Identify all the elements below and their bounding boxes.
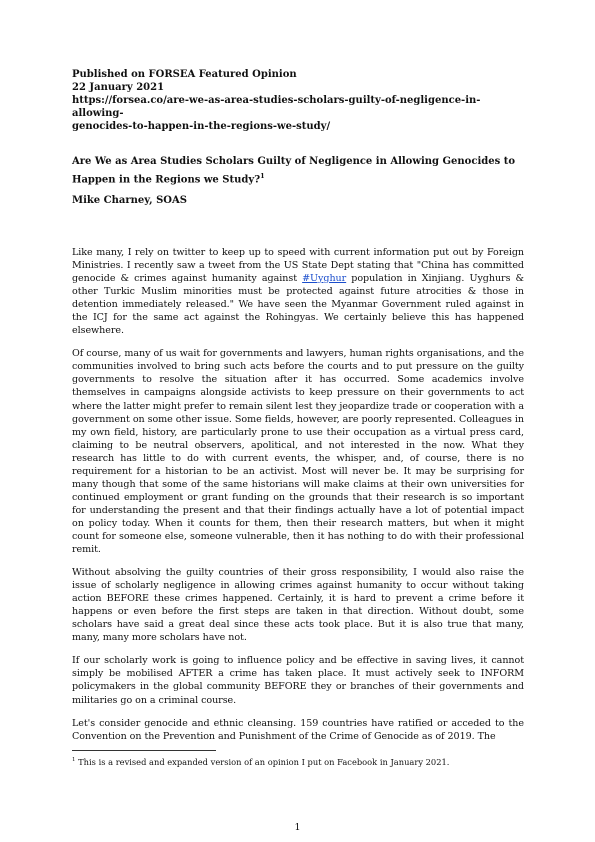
- article-author: Mike Charney, SOAS: [72, 195, 187, 206]
- publication-url-line1: https://forsea.co/are-we-as-area-studies-scholars-guilty-of-negligence-in-allowing-: [72, 95, 481, 119]
- article-body: [72, 246, 524, 753]
- paragraph-1-text-a: Like many, I rely on twitter to keep up to speed with current information put out by Foreign Ministries. I recently saw a tweet from the US State Dept stating that "China has committed genocide & crimes against humanity against: [72, 247, 524, 285]
- publication-source: Published on FORSEA Featured Opinion: [72, 69, 297, 80]
- uyghur-hashtag-link[interactable]: #Uyghur: [302, 273, 347, 285]
- paragraph-5: Let's consider genocide and ethnic cleansing. 159 countries have ratified or acceded to the Convention on the Prevention and Punishment of the Crime of Genocide as of 2019. The: [72, 717, 524, 742]
- document-page: [72, 68, 524, 742]
- paragraph-2: Of course, many of us wait for governments and lawyers, human rights organisations, and the communities involved to bring such acts before the courts and to put pressure on the guilty governments to resolve the situation after it has occurred. Some academics involve themselves in campaigns alongside activists to keep pressure on their governments to act where the latter might prefer to remain silent lest they jeopardize trade or cooperation with a government on some other issue. Some fields, however, are poorly represented. Colleagues in my own field, history, are particularly prone to use their occupation as a virtual press card, claiming to be neutral observers, apolitical, and not interested in the now. What they research has little to do with current events, the whisper, and, of course, there is no requirement for a historian to be an activist. Most will never be. It may be surprising for many though that some of the same historians will make claims at their own universities for continued employment or grant funding on the grounds that their research is so important for understanding the present and that their findings actually have a lot of potential impact on policy today. When it counts for them, then their research matters, but when it might count for someone else, someone vulnerable, then it has nothing to do with their professional remit.: [72, 348, 524, 556]
- publication-url-line2: genocides-to-happen-in-the-regions-we-study/: [72, 121, 331, 132]
- paragraph-3: Without absolving the guilty countries of their gross responsibility, I would also raise the issue of scholarly negligence in allowing crimes against humanity to occur without taking action BEFORE these crimes happened. Certainly, it is hard to prevent a crime before it happens or even before the first steps are taken in that direction. Without doubt, some scholars have said a great deal since these acts took place. But it is also true that many, many, many more scholars have not.: [72, 567, 524, 644]
- article-title: [72, 155, 524, 187]
- footnote-divider: [72, 750, 216, 751]
- footnote-reference[interactable]: 1: [260, 172, 265, 180]
- paragraph-4: If our scholarly work is going to influence policy and be effective in saving lives, it cannot simply be mobilised AFTER a crime has taken place. It must actively seek to INFORM policymakers in the global community BEFORE they or branches of their governments and militaries go on a criminal course.: [72, 655, 524, 706]
- publication-date: 22 January 2021: [72, 82, 165, 93]
- paragraph-1-text-b: population in Xinjiang. Uyghurs & other Turkic Muslim minorities must be protected against future atrocities & those in detention immediately released." We have seen the Myanmar Government ruled against in the ICJ for the same act against the Rohingyas. We certainly believe this has happened elsewhere.: [72, 273, 524, 337]
- paragraph-1: [72, 246, 524, 337]
- footnote: [72, 755, 524, 768]
- page-number: 1: [294, 822, 301, 833]
- publication-header: [72, 68, 524, 133]
- article-title-text: Are We as Area Studies Scholars Guilty of Negligence in Allowing Genocides to Happen in the Regions we Study?: [72, 156, 515, 186]
- footnote-mark: 1: [72, 757, 76, 763]
- footnote-text: This is a revised and expanded version of an opinion I put on Facebook in January 2021.: [75, 756, 450, 767]
